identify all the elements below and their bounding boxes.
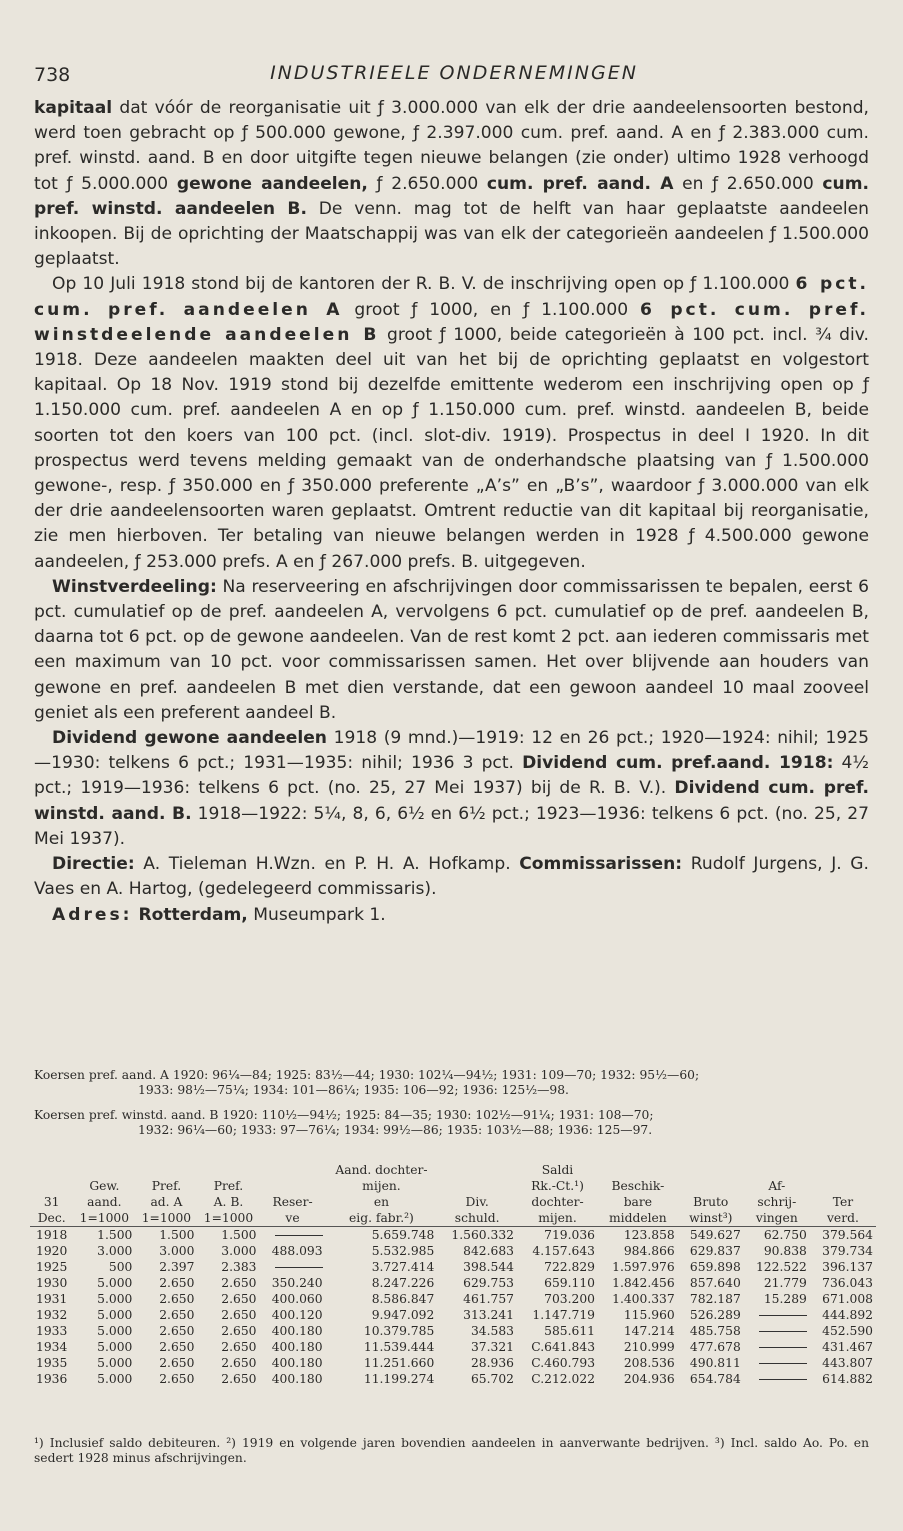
column-header: Bruto [693, 1195, 729, 1209]
table-cell: 350.240 [271, 1276, 323, 1290]
column-header: Beschik- [611, 1179, 665, 1193]
table-cell: 11.199.274 [363, 1372, 435, 1386]
empty-dash [759, 1379, 807, 1380]
column-header: en [373, 1195, 390, 1209]
page-number: 738 [34, 64, 71, 86]
column-header [678, 1178, 744, 1194]
column-header: Rk.-Ct.¹) [531, 1179, 584, 1193]
table-cell: 400.120 [271, 1308, 323, 1322]
table-cell: 123.858 [623, 1228, 675, 1242]
table-row [30, 1339, 876, 1355]
column-header: A. B. [213, 1195, 244, 1209]
table-cell: 62.750 [763, 1228, 807, 1242]
table-cell: 842.683 [463, 1244, 514, 1258]
table-cell: 2.650 [221, 1324, 257, 1338]
table-cell: 1933 [36, 1324, 68, 1338]
term-cum-pref-a: cum. pref. aand. A [486, 173, 674, 194]
table-cell: 659.110 [544, 1276, 596, 1290]
table-row [30, 1259, 876, 1275]
table-cell: 857.640 [689, 1276, 741, 1290]
table-cell: 2.650 [221, 1292, 257, 1306]
koersen-line: Koersen pref. aand. A 1920: 96¼—84; 1925: 83½—44; 1930: 102¼—94½; 1931: 109—70; 1932: 95½—60; [34, 1068, 700, 1082]
column-header: ve [260, 1210, 326, 1227]
column-header: schrij- [757, 1195, 797, 1209]
term-dividend-pref-a: Dividend cum. pref.aand. 1918: [522, 753, 834, 774]
column-header: 1=1000 [135, 1210, 197, 1227]
table-cell: 1.500 [97, 1228, 133, 1242]
term-dividend-pref-b: Dividend cum. pref. winstd. aand. B. [34, 778, 869, 824]
term-cum-pref-winstd-b: cum. pref. winstd. aandeelen B. [34, 173, 869, 219]
table-cell: 614.882 [822, 1372, 873, 1386]
table-cell: 526.289 [689, 1308, 741, 1322]
column-header: Saldi [541, 1163, 574, 1177]
table-cell: 1935 [36, 1356, 68, 1370]
table-cell [744, 1355, 810, 1371]
table-cell: 984.866 [623, 1244, 675, 1258]
text: Rudolf Jurgens, J. G. Vaes en A. Hartog, (gedelegeerd commissaris). [34, 854, 869, 900]
table-cell: 1930 [36, 1276, 68, 1290]
column-header: Gew. [89, 1179, 120, 1193]
column-header: mijen. [517, 1210, 598, 1227]
table-header-row [30, 1210, 876, 1227]
table-cell [260, 1227, 326, 1244]
table-cell: 313.241 [463, 1308, 514, 1322]
table-cell: 654.784 [689, 1372, 741, 1386]
text: Op 10 Juli 1918 stond bij de kantoren der R. B. V. de inschrijving open op ƒ 1.100.000 [52, 274, 796, 295]
table-cell: 659.898 [689, 1260, 741, 1274]
table-cell: 3.000 [159, 1244, 195, 1258]
table-cell: 2.650 [221, 1372, 257, 1386]
table-cell: 28.936 [470, 1356, 514, 1370]
table-cell: 90.838 [763, 1244, 807, 1258]
column-header [437, 1162, 517, 1178]
column-header: aand. [87, 1195, 122, 1209]
empty-dash [275, 1267, 323, 1268]
koersen-line: 1932: 96¼—60; 1933: 97—76¼; 1934: 99½—86; 1935: 103½—88; 1936: 125—97. [138, 1123, 653, 1137]
empty-dash [275, 1235, 323, 1236]
term-6pct-pref-winstd-b: 6 pct. cum. pref. winstdeelende aandeelen B [34, 299, 869, 345]
adres-street: Museumpark 1. [247, 904, 386, 925]
table-cell [260, 1259, 326, 1275]
table-cell: 2.650 [221, 1308, 257, 1322]
table-row [30, 1323, 876, 1339]
column-header: winst³) [678, 1210, 744, 1227]
table-cell: 629.753 [463, 1276, 514, 1290]
empty-dash [759, 1331, 807, 1332]
column-header [744, 1162, 810, 1178]
table-cell: 5.000 [97, 1356, 133, 1370]
text: en ƒ 2.650.000 [673, 173, 823, 194]
table-cell: 452.590 [822, 1324, 873, 1338]
table-cell: 782.187 [689, 1292, 741, 1306]
table-cell: 5.000 [97, 1292, 133, 1306]
table-cell: 379.734 [822, 1244, 873, 1258]
column-header [437, 1178, 517, 1194]
table-cell: 122.522 [755, 1260, 807, 1274]
column-header: schuld. [437, 1210, 517, 1227]
table-cell: 461.757 [463, 1292, 514, 1306]
table-cell: 65.702 [470, 1372, 514, 1386]
table-cell: 1920 [36, 1244, 68, 1258]
text: groot ƒ 1000, beide categorieën à 100 pct. incl. ¾ div. 1918. Deze aandeelen maakten deel uit van het bij de oprichting geplaatst en volgestort kapitaal. Op 18 Nov. 1919 stond bij dezelfde emittente wederom een inschrijving open op ƒ 1.150.000 cum. pref. aandeelen A en op ƒ 1.150.000 cum. pref. winstd. aandeelen B, beide soorten tot den koers van 100 pct. (incl. slot-div. 1919). Prospectus in deel I 1920. In dit prospectus werd tevens melding gemaakt van de onderhandsche plaatsing van ƒ 1.500.000 gewone-, resp. ƒ 350.000 en ƒ 350.000 preferente „A’s” en „B’s”, waardoor ƒ 3.000.000 van elk der drie aandeelensoorten waren geplaatst. Omtrent reductie van dit kapitaal bij reorganisatie, zie men hierboven. Ter betaling van nieuwe belangen werden in 1928 ƒ 4.500.000 gewone aandeelen, ƒ 253.000 prefs. A en ƒ 267.000 prefs. B. uitgegeven. [34, 324, 869, 572]
table-cell: 2.397 [159, 1260, 195, 1274]
footnotes: ¹) Inclusief saldo debiteuren. ²) 1919 en volgende jaren bovendien aandeelen in aanverwante bedrijven. ³) Incl. saldo Ao. Po. en sedert 1928 minus afschrijvingen. [34, 1436, 869, 1465]
table-cell: 400.060 [271, 1292, 323, 1306]
table-cell: 5.659.748 [371, 1228, 435, 1242]
koersen-pref-winstd-b [34, 1108, 869, 1138]
text: dat vóór de reorganisatie uit ƒ 3.000.000 van elk der drie aandeelensoorten bestond, werd toen gebracht op ƒ 500.000 gewone, ƒ 2.397.000 cum. pref. aand. A en ƒ 2.383.000 cum. pref. winstd. aand. B en door uitgifte tegen nieuwe belangen (zie onder) ultimo 1928 verhoogd tot ƒ 5.000.000 [34, 98, 869, 194]
term-commissarissen: Commissarissen: [519, 854, 683, 875]
paragraph-dividend [34, 726, 869, 852]
table-cell: 8.586.847 [371, 1292, 435, 1306]
table-cell: 11.539.444 [363, 1340, 435, 1354]
column-header: vingen [744, 1210, 810, 1227]
table-row [30, 1275, 876, 1291]
table-cell: 2.650 [159, 1276, 195, 1290]
term-dividend-gewone: Dividend gewone aandeelen [52, 728, 327, 749]
table-cell: 3.727.414 [371, 1260, 435, 1274]
column-header: 31 [43, 1195, 60, 1209]
column-header: verd. [810, 1210, 876, 1227]
table-cell: 3.000 [221, 1244, 257, 1258]
column-header: dochter- [531, 1195, 584, 1209]
column-header: Af- [768, 1179, 786, 1193]
table-cell: 5.532.985 [371, 1244, 435, 1258]
table-cell: 37.321 [470, 1340, 514, 1354]
running-title: INDUSTRIEELE ONDERNEMINGEN [270, 62, 638, 84]
table-cell: 9.947.092 [371, 1308, 435, 1322]
table-cell: 400.180 [271, 1356, 323, 1370]
column-header [810, 1162, 876, 1178]
table-cell: 2.650 [221, 1276, 257, 1290]
table-cell: 1.842.456 [612, 1276, 675, 1290]
column-header: 1=1000 [197, 1210, 259, 1227]
table-cell: 477.678 [689, 1340, 741, 1354]
text: ƒ 2.650.000 [367, 173, 487, 194]
body-text [34, 96, 869, 928]
column-header [678, 1162, 744, 1178]
table-cell: 21.779 [763, 1276, 807, 1290]
table-cell: 488.093 [271, 1244, 323, 1258]
table-cell: 5.000 [97, 1324, 133, 1338]
table-cell: 147.214 [623, 1324, 675, 1338]
table-cell: 3.000 [97, 1244, 133, 1258]
table-cell: 549.627 [689, 1228, 741, 1242]
column-header: Reser- [272, 1195, 313, 1209]
column-header: Dec. [30, 1210, 73, 1227]
table-cell: 1.597.976 [612, 1260, 675, 1274]
table-cell: 500 [108, 1260, 133, 1274]
empty-dash [759, 1347, 807, 1348]
adres-city: Rotterdam, [132, 904, 248, 925]
koersen-pref-a [34, 1068, 869, 1098]
column-header [260, 1162, 326, 1178]
table-cell: 4.157.643 [532, 1244, 596, 1258]
table-header-row [30, 1162, 876, 1178]
term-winstverdeeling: Winstverdeeling: [52, 576, 217, 597]
column-header [73, 1162, 135, 1178]
table-row [30, 1355, 876, 1371]
financial-table [30, 1162, 876, 1387]
empty-dash [759, 1363, 807, 1364]
table-row [30, 1227, 876, 1244]
table-cell: 11.251.660 [363, 1356, 435, 1370]
column-header [30, 1162, 73, 1178]
table-cell [744, 1339, 810, 1355]
text: Na reserveering en afschrijvingen door commissarissen te bepalen, eerst 6 pct. cumulatief op de pref. aandeelen A, vervolgens 6 pct. cumulatief op de pref. aandeelen B, daarna tot 6 pct. op de gewone aandeelen. Van de rest komt 2 pct. aan iederen commissaris met een maximum van 10 pct. voor commissarissen samen. Het over blijvende aan houders van gewone en pref. aandeelen B met dien verstande, dat een gewoon aandeel 10 maal zooveel geniet als een preferent aandeel B. [34, 576, 869, 723]
column-header: ad. A [150, 1195, 183, 1209]
table-header-row [30, 1178, 876, 1194]
table-cell: 2.650 [159, 1292, 195, 1306]
term-directie: Directie: [52, 854, 135, 875]
column-header [30, 1178, 73, 1194]
table-cell: 1931 [36, 1292, 68, 1306]
table-cell: 431.467 [822, 1340, 873, 1354]
term-kapitaal: kapitaal [34, 98, 113, 118]
table-cell: 1.147.719 [532, 1308, 596, 1322]
column-header: bare [623, 1195, 653, 1209]
koersen-line: 1933: 98½—75¼; 1934: 101—86¼; 1935: 106—92; 1936: 125½—98. [138, 1083, 569, 1097]
table-cell: 585.611 [544, 1324, 596, 1338]
table-header-row [30, 1194, 876, 1210]
column-header [135, 1162, 197, 1178]
table-cell: 2.650 [221, 1340, 257, 1354]
term-adres: Adres: [52, 904, 133, 925]
column-header: Aand. dochter- [335, 1163, 428, 1177]
table-cell: 5.000 [97, 1340, 133, 1354]
table-cell: 1.400.337 [612, 1292, 675, 1306]
column-header: middelen [598, 1210, 678, 1227]
table-cell: 719.036 [544, 1228, 596, 1242]
table-cell: 115.960 [623, 1308, 675, 1322]
table-cell: 2.650 [159, 1372, 195, 1386]
table-cell: 2.383 [221, 1260, 257, 1274]
column-header: Div. [465, 1195, 489, 1209]
column-header [260, 1178, 326, 1194]
table-row [30, 1371, 876, 1387]
table-cell: 1936 [36, 1372, 68, 1386]
table-cell [744, 1307, 810, 1323]
table-cell: 379.564 [822, 1228, 873, 1242]
table-cell: 722.829 [544, 1260, 596, 1274]
paragraph-inschrijving [34, 272, 869, 574]
text: 1918—1922: 5¼, 8, 6, 6½ en 6½ pct.; 1923—1936: telkens 6 pct. (no. 25, 27 Mei 1937). [34, 803, 869, 849]
column-header [598, 1162, 678, 1178]
table-row [30, 1243, 876, 1259]
table-cell: 208.536 [623, 1356, 675, 1370]
table-row [30, 1291, 876, 1307]
table-cell: 398.544 [463, 1260, 514, 1274]
table-cell: 2.650 [221, 1356, 257, 1370]
table-cell: 443.807 [822, 1356, 873, 1370]
table-cell: 5.000 [97, 1372, 133, 1386]
table-cell: C.641.843 [531, 1340, 596, 1354]
table-cell: 400.180 [271, 1340, 323, 1354]
table-cell: 400.180 [271, 1372, 323, 1386]
table-cell: C.212.022 [531, 1372, 596, 1386]
table-cell: 1934 [36, 1340, 68, 1354]
table-cell: 490.811 [689, 1356, 741, 1370]
table-cell: 736.043 [822, 1276, 873, 1290]
text: groot ƒ 1000, en ƒ 1.100.000 [342, 299, 641, 320]
table-cell: 1.500 [159, 1228, 195, 1242]
paragraph-winstverdeeling [34, 575, 869, 726]
table-cell: 15.289 [763, 1292, 807, 1306]
table-row [30, 1307, 876, 1323]
table-cell: 8.247.226 [371, 1276, 435, 1290]
table-cell: 703.200 [544, 1292, 596, 1306]
table-body [30, 1227, 876, 1388]
table-cell: 1925 [36, 1260, 68, 1274]
table-cell: 1.560.332 [451, 1228, 514, 1242]
paragraph-adres [34, 903, 869, 928]
column-header [197, 1162, 259, 1178]
table-cell: 629.837 [689, 1244, 741, 1258]
table-cell: 671.008 [822, 1292, 873, 1306]
table-cell: 1.500 [221, 1228, 257, 1242]
column-header: Pref. [213, 1179, 244, 1193]
term-gewone-aandeelen: gewone aandeelen, [176, 173, 368, 194]
table-cell: 5.000 [97, 1276, 133, 1290]
table-cell: 396.137 [822, 1260, 873, 1274]
table-cell: 400.180 [271, 1324, 323, 1338]
text: 4½ pct.; 1919—1936: telkens 6 pct. (no. 25, 27 Mei 1937) bij de R. B. V.). [34, 753, 869, 799]
text: 1918 (9 mnd.)—1919: 12 en 26 pct.; 1920—1924: nihil; 1925—1930: telkens 6 pct.; 1931—1935: nihil; 1936 3 pct. [34, 728, 869, 774]
column-header: Ter [832, 1195, 854, 1209]
table-cell: 5.000 [97, 1308, 133, 1322]
paragraph-kapitaal [34, 96, 869, 272]
table-cell: 2.650 [159, 1356, 195, 1370]
column-header: Pref. [151, 1179, 182, 1193]
text: De venn. mag tot de helft van haar geplaatste aandeelen inkoopen. Bij de oprichting der Maatschappij was van elk der categorieën aandeelen ƒ 1.500.000 geplaatst. [34, 198, 869, 270]
table-cell: C.460.793 [531, 1356, 596, 1370]
table-cell: 1918 [36, 1228, 68, 1242]
table-cell: 34.583 [470, 1324, 514, 1338]
term-6pct-pref-a: 6 pct. cum. pref. aandeelen A [34, 274, 869, 320]
koersen-line: Koersen pref. winstd. aand. B 1920: 110½—94½; 1925: 84—35; 1930: 102½—91¼; 1931: 108—70; [34, 1108, 654, 1122]
table-cell [744, 1371, 810, 1387]
table-cell: 1932 [36, 1308, 68, 1322]
column-header: mijen. [362, 1179, 401, 1193]
page-header [34, 62, 874, 92]
paragraph-directie [34, 852, 869, 902]
column-header: 1=1000 [73, 1210, 135, 1227]
column-header [810, 1178, 876, 1194]
table-cell: 2.650 [159, 1324, 195, 1338]
table-cell: 485.758 [689, 1324, 741, 1338]
text: A. Tieleman H.Wzn. en P. H. A. Hofkamp. [134, 854, 520, 875]
table-cell: 204.936 [623, 1372, 675, 1386]
table-cell: 210.999 [623, 1340, 675, 1354]
table-cell: 2.650 [159, 1340, 195, 1354]
empty-dash [759, 1315, 807, 1316]
table-cell: 10.379.785 [363, 1324, 435, 1338]
table-cell: 2.650 [159, 1308, 195, 1322]
table-cell: 444.892 [822, 1308, 873, 1322]
table-header [30, 1162, 876, 1227]
column-header: eig. fabr.²) [326, 1210, 438, 1227]
table-cell [744, 1323, 810, 1339]
